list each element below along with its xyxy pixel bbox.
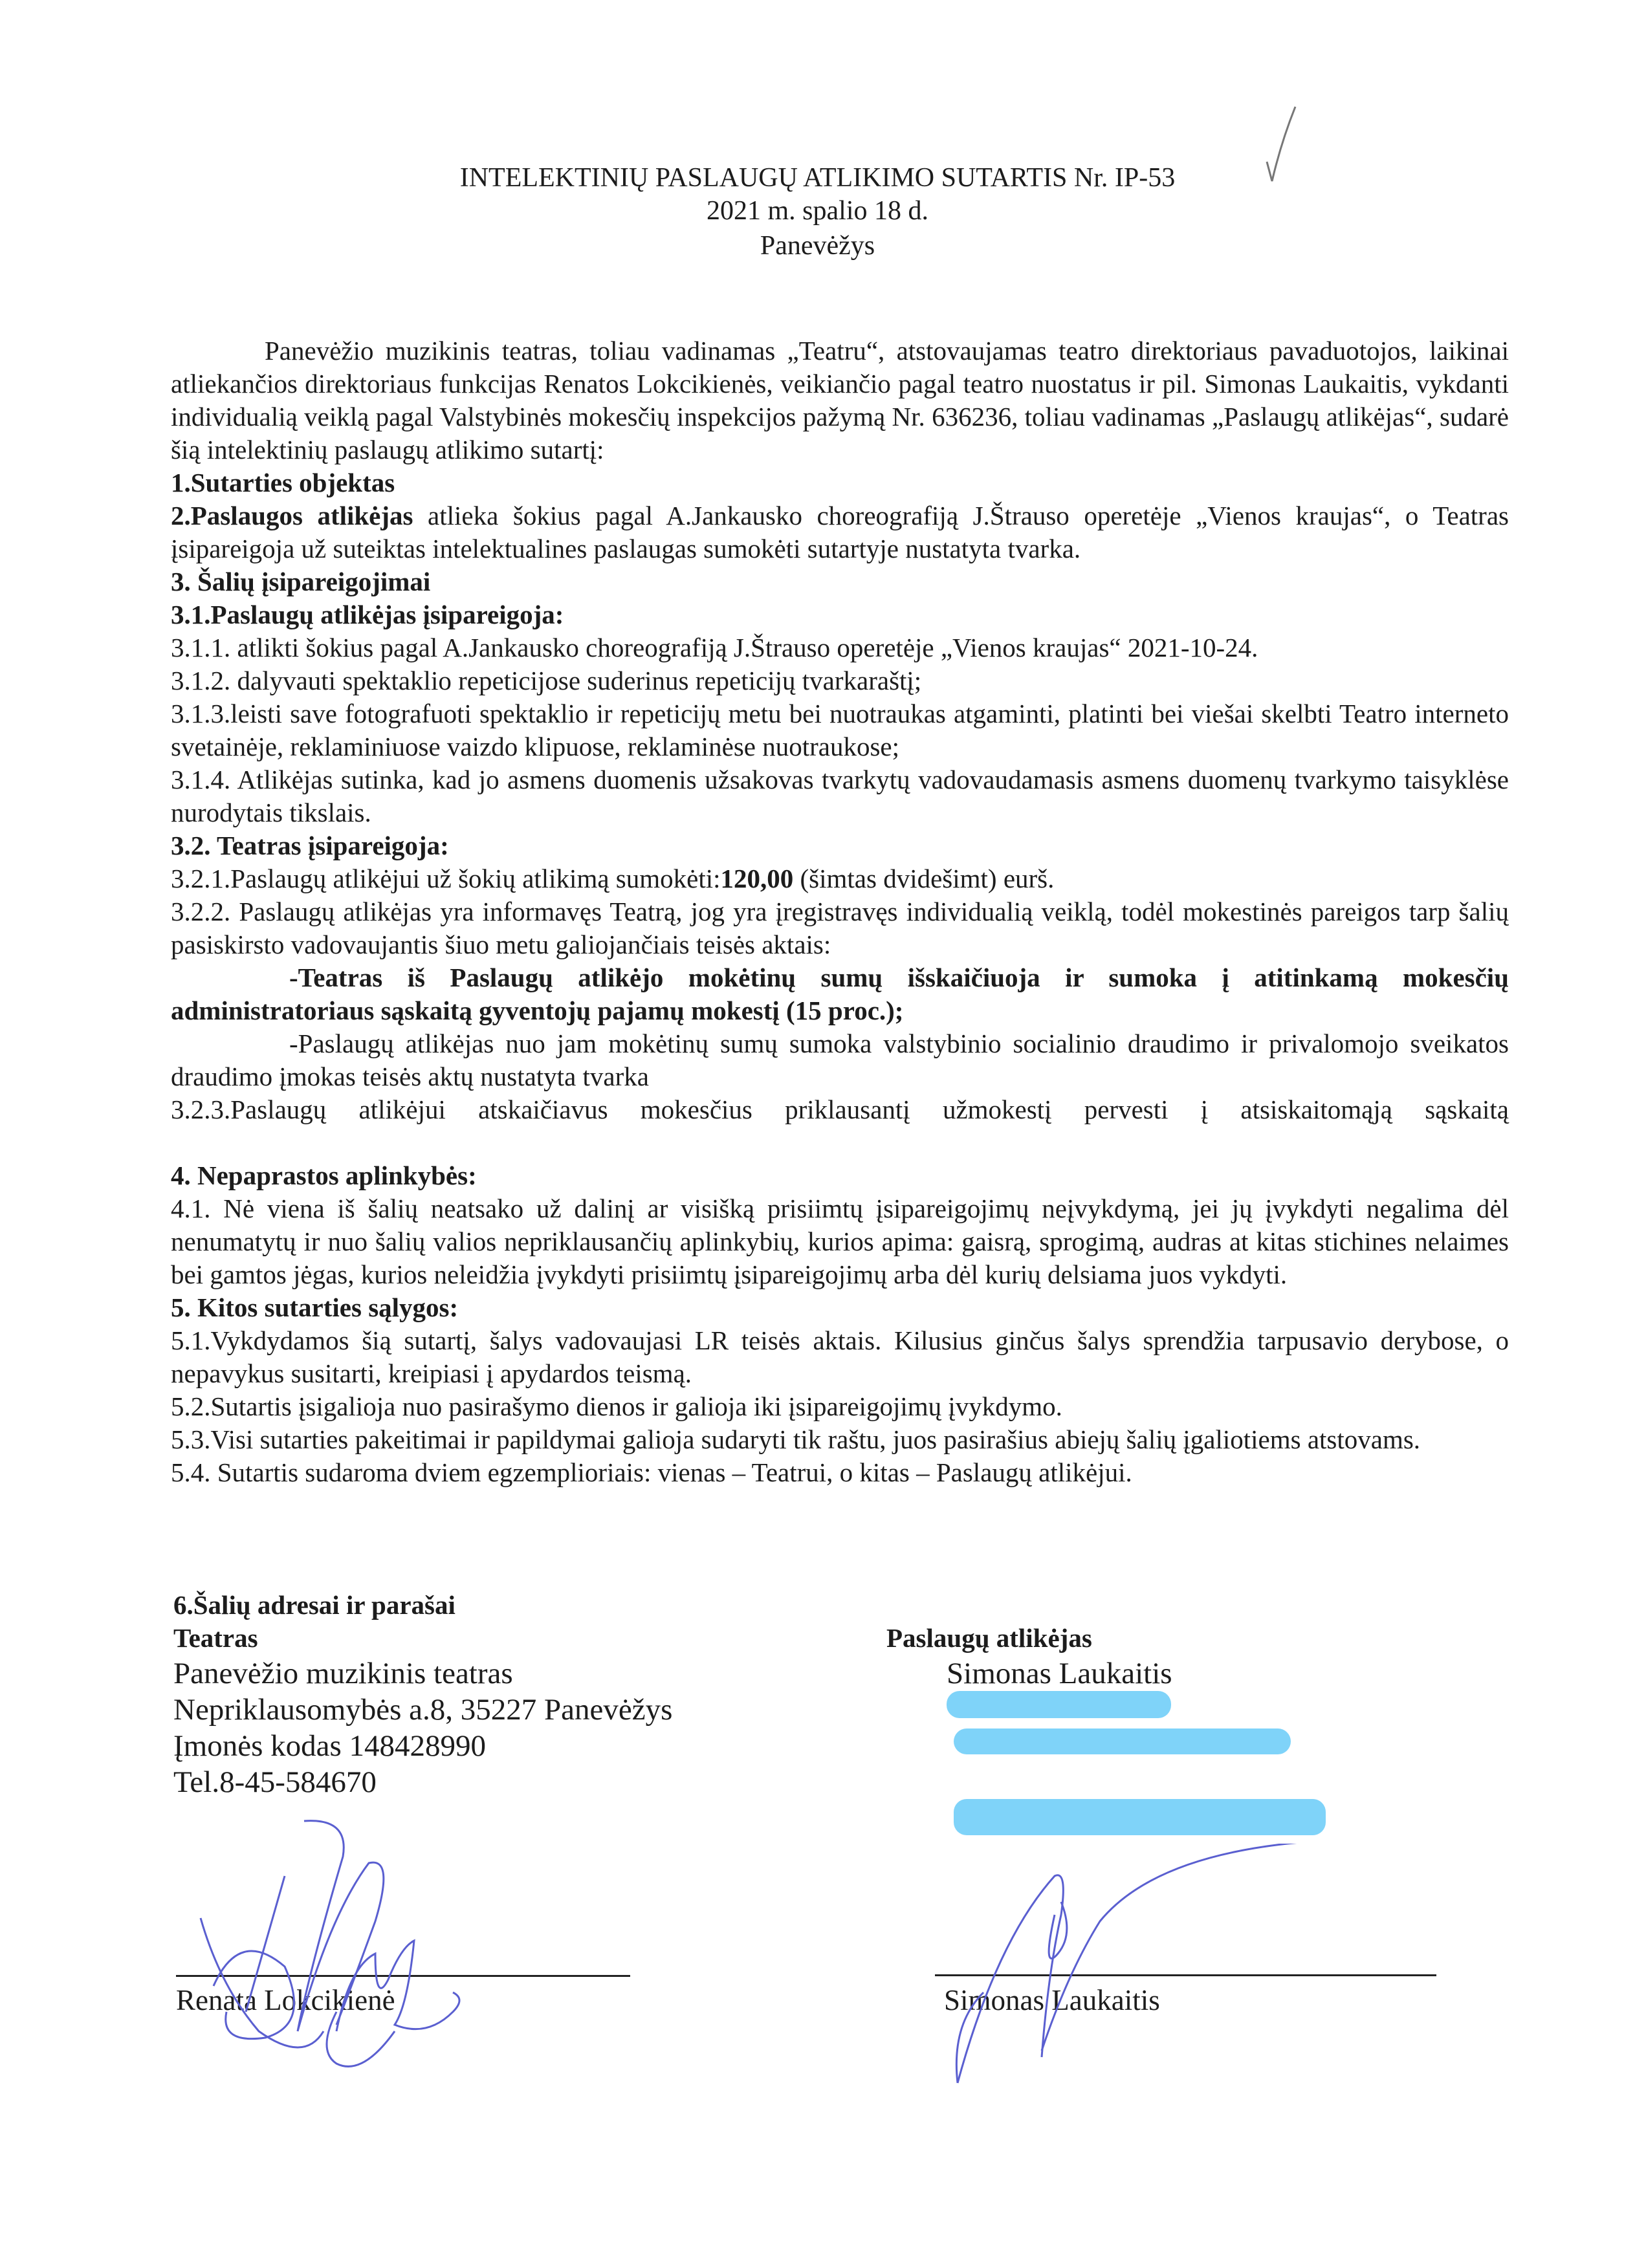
clause-5-2: 5.2.Sutartis įsigalioja nuo pasirašymo dienos ir galioja iki įsipareigojimų įvykdymo. [171, 1391, 1062, 1421]
signature-right [945, 1844, 1333, 2089]
clause-3-1-1: 3.1.1. atlikti šokius pagal A.Jankausko choreografiją J.Štrauso operetėje „Vienos kraujas“ 2021-10-24. [171, 633, 1258, 662]
section-5-heading: 5. Kitos sutarties sąlygos: [171, 1292, 459, 1322]
signature-left [181, 1818, 531, 2089]
clause-3-2-3: 3.2.3.Paslaugų atlikėjui atskaičiavus mokesčius priklausantį užmokestį pervesti į atsiskaitomąją sąskaitą [171, 1095, 1509, 1124]
section-3-2-heading: 3.2. Teatras įsipareigoja: [171, 831, 449, 860]
theatre-company-code: Įmonės kodas 148428990 [173, 1729, 487, 1763]
section-4-heading: 4. Nepaprastos aplinkybės: [171, 1161, 477, 1190]
clause-3-1-2: 3.1.2. dalyvauti spektaklio repeticijose suderinus repeticijų tvarkaraštį; [171, 666, 922, 695]
clause-3-2-1 [171, 862, 1509, 895]
signer-right-name: Simonas Laukaitis [944, 1984, 1160, 2016]
payment-amount-words: (šimtas dvidešimt) eurš. [793, 864, 1055, 893]
section-2-heading: 2.Paslaugos atlikėjas [171, 501, 413, 530]
payment-amount: 120,00 [720, 864, 794, 893]
clause-3-1-4: 3.1.4. Atlikėjas sutinka, kad jo asmens duomenis užsakovas tvarkytų vadovaudamasis asmens duomenų tvarkymo taisyklėse nurodytais tikslais. [171, 765, 1509, 827]
document-title: INTELEKTINIŲ PASLAUGŲ ATLIKIMO SUTARTIS Nr. IP-53 [459, 163, 1176, 193]
clause-4-1: 4.1. Nė viena iš šalių neatsako už dalinį ar visišką prisiimtų įsipareigojimų neįvykdymą, jei jų įvykdyti negalima dėl nenumatytų ir nuo šalių valios nepriklausančių aplinkybių, kurios apima: gaisrą, sprogimą, audras at kitas stichines nelaimes bei gamtos jėgas, kurios neleidžia įvykdyti prisiimtų įsipareigojimų arba dėl kurių delsiama juos vykdyti. [171, 1194, 1509, 1289]
redaction-mark [954, 1799, 1326, 1835]
redaction-mark [954, 1728, 1291, 1754]
theatre-name: Panevėžio muzikinis teatras [173, 1657, 513, 1690]
clause-3-2-2: 3.2.2. Paslaugų atlikėjas yra informavęs Teatrą, jog yra įregistravęs individualią veiklą, todėl mokestinės pareigos tarp šalių pasiskirsto vadovaujantis šiuo metu galiojančiais teisės aktais: [171, 897, 1509, 959]
document-date: 2021 m. spalio 18 d. [707, 196, 928, 226]
performer-name: Simonas Laukaitis [947, 1657, 1172, 1690]
section-6-heading: 6.Šalių adresai ir parašai [173, 1590, 455, 1620]
clause-3-1-3: 3.1.3.leisti save fotografuoti spektaklio ir repeticijų metu bei nuotraukas atgaminti, platinti bei viešai skelbti Teatro interneto svetainėje, reklaminiuose vaizdo klipuose, reklaminėse nuotraukose; [171, 699, 1509, 761]
document-city: Panevėžys [760, 231, 875, 261]
redaction-mark [947, 1691, 1171, 1718]
party-left-details [173, 1655, 672, 1800]
section-3-1-heading: 3.1.Paslaugų atlikėjas įsipareigoja: [171, 600, 564, 629]
party-left-title: Teatras [173, 1623, 258, 1653]
intro-paragraph: Panevėžio muzikinis teatras, toliau vadinamas „Teatru“, atstovaujamas teatro direktoriaus pavaduotojos, laikinai atliekančios direktoriaus funkcijas Renatos Lokcikienės, veikiančio pagal teatro nuostatus ir pil. Simonas Laukaitis, vykdanti individualią veiklą pagal Valstybinės mokesčių inspekcijos pažymą Nr. 636236, toliau vadinamas „Paslaugų atlikėjas“, sudarė šią intelektinių paslaugų atlikimo sutartį: [171, 336, 1509, 464]
clause-3-2-1-text: 3.2.1.Paslaugų atlikėjui už šokių atlikimą sumokėti: [171, 864, 721, 893]
clause-3-2-2-insurance: -Paslaugų atlikėjas nuo jam mokėtinų sumų sumoka valstybinio socialinio draudimo ir privalomojo sveikatos draudimo įmokas teisės aktų nustatyta tvarka [171, 1029, 1509, 1091]
contract-body [171, 334, 1509, 1489]
theatre-phone: Tel.8-45-584670 [173, 1765, 377, 1799]
clause-3-2-2-tax: -Teatras iš Paslaugų atlikėjo mokėtinų sumų išskaičiuoja ir sumoka į atitinkamą mokesčių administratoriaus sąskaitą gyventojų pajamų mokestį (15 proc.); [171, 963, 1509, 1025]
section-1-heading: 1.Sutarties objektas [171, 468, 395, 497]
section-2 [171, 499, 1509, 565]
signer-left-name: Renata Lokcikienė [176, 1984, 395, 2016]
clause-5-4: 5.4. Sutartis sudaroma dviem egzemplioriais: vienas – Teatrui, o kitas – Paslaugų atlikėjui. [171, 1457, 1132, 1487]
section-2-text: atlieka šokius pagal A.Jankausko choreografiją J.Štrauso operetėje „Vienos kraujas“, o Teatras įsipareigoja už suteiktas intelektualines paslaugas sumokėti sutartyje nustatyta tvarka. [171, 501, 1509, 563]
clause-5-3: 5.3.Visi sutarties pakeitimai ir papildymai galioja sudaryti tik raštu, juos pasirašius abiejų šalių įgaliotiems atstovams. [171, 1424, 1421, 1454]
theatre-address: Nepriklausomybės a.8, 35227 Panevėžys [173, 1693, 673, 1727]
clause-5-1: 5.1.Vykdydamos šią sutartį, šalys vadovaujasi LR teisės aktais. Kilusius ginčus šalys sprendžia tarpusavio derybose, o nepavykus susitarti, kreipiasi į apydardos teismą. [171, 1325, 1509, 1388]
party-right-title: Paslaugų atlikėjas [886, 1623, 1092, 1653]
section-3-heading: 3. Šalių įsipareigojimai [171, 567, 431, 596]
